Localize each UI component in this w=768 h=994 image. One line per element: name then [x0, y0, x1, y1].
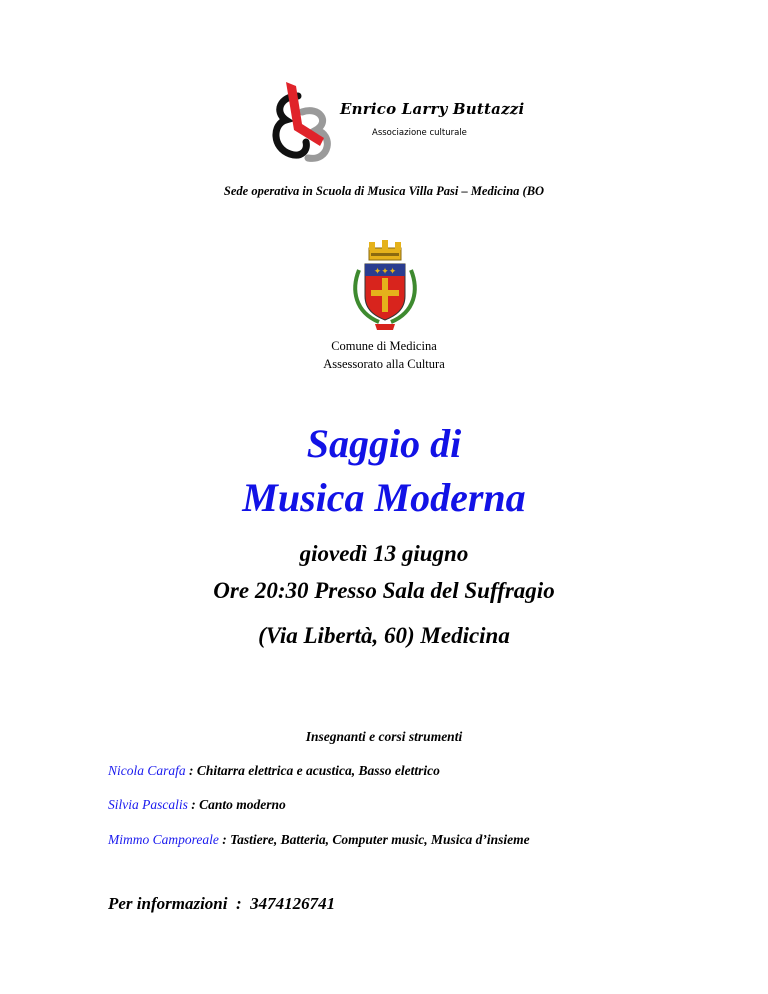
teacher-row: [108, 763, 440, 779]
event-title-line1: Saggio di: [306, 421, 462, 466]
teacher-name: Nicola Carafa: [108, 763, 186, 778]
coat-of-arms: [349, 240, 421, 332]
teacher-row: [108, 832, 530, 848]
contact-label: Per informazioni :: [108, 894, 251, 913]
logo-name: Enrico Larry Buttazzi: [340, 100, 525, 118]
svg-text:✦✦✦: ✦✦✦: [373, 267, 397, 277]
coat-of-arms-icon: [349, 240, 421, 332]
elb-monogram-icon: [268, 78, 338, 170]
teacher-courses: : Chitarra elettrica e acustica, Basso elettrico: [185, 763, 440, 778]
teacher-courses: : Tastiere, Batteria, Computer music, Musica d’insieme: [218, 832, 530, 847]
logo-subtitle: Associazione culturale: [372, 128, 467, 138]
teacher-row: [108, 797, 286, 813]
assessorato-name: Assessorato alla Cultura: [323, 357, 445, 371]
teacher-name: Mimmo Camporeale: [108, 832, 219, 847]
event-address: (Via Libertà, 60) Medicina: [258, 623, 510, 648]
contact-line: [108, 894, 335, 914]
contact-phone: 3474126741: [250, 894, 336, 913]
event-time-place: Ore 20:30 Presso Sala del Suffragio: [213, 578, 555, 603]
teacher-courses: : Canto moderno: [187, 797, 286, 812]
event-title-line2: Musica Moderna: [242, 475, 526, 520]
teacher-name: Silvia Pascalis: [108, 797, 188, 812]
teachers-heading: Insegnanti e corsi strumenti: [305, 729, 463, 744]
association-logo: [268, 78, 525, 170]
comune-name: Comune di Medicina: [331, 339, 437, 353]
sede-line: Sede operativa in Scuola di Musica Villa Pasi – Medicina (BO: [223, 184, 545, 198]
event-date: giovedì 13 giugno: [299, 541, 469, 566]
